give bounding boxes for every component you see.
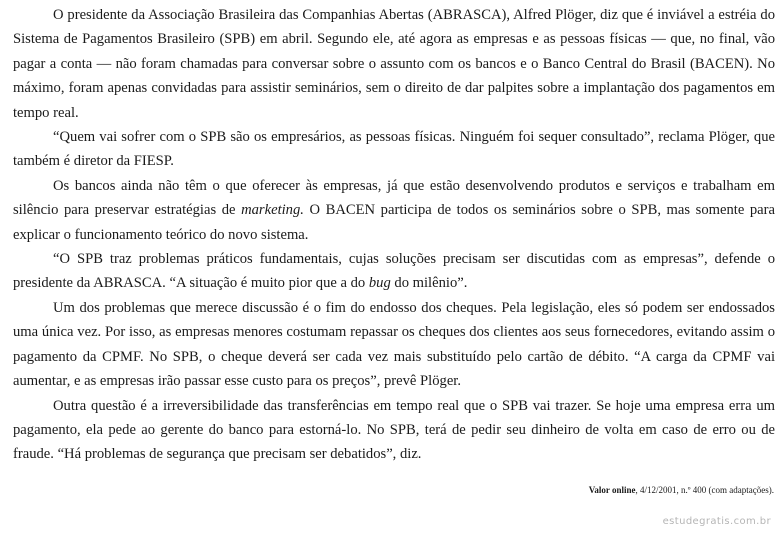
paragraph-4-text-b: do milênio”. xyxy=(390,275,468,292)
paragraph-3-text-b: O BACEN participa de todos os seminários sobre o SPB, mas somente para explicar o funcionamento teórico do novo sistema. xyxy=(13,202,775,243)
paragraph-1: O presidente da Associação Brasileira das Companhias Abertas (ABRASCA), Alfred Plöger, diz que é inviável a estréia do Sistema de Pagamentos Brasileiro (SPB) em abril. Segundo ele, até agora as empresas e as pessoas físicas — que, no final, vão pagar a conta — não foram chamadas para conversar sobre o assunto com os bancos e o Banco Central do Brasil (BACEN). No máximo, foram apenas convidadas para assistir seminários, sem o direito de dar palpites sobre a implantação dos pagamentos em tempo real. xyxy=(13,7,775,121)
article-body xyxy=(13,3,775,467)
paragraph-3-italic-term: marketing. xyxy=(241,202,304,219)
source-details: , 4/12/2001, n.º 400 (com adaptações). xyxy=(635,485,774,495)
paragraph-6: Outra questão é a irreversibilidade das transferências em tempo real que o SPB vai trazer. Se hoje uma empresa erra um pagamento, ela pede ao gerente do banco para estorná-lo. No SPB, terá de pedir seu dinheiro de volta em caso de erro ou de fraude. “Há problemas de segurança que precisam ser debatidos”, diz. xyxy=(13,397,775,463)
paragraph-3 xyxy=(13,174,775,247)
source-publication: Valor online xyxy=(588,485,636,495)
paragraph-3-text-a: Os bancos ainda não têm o que oferecer às empresas, já que estão desenvolvendo produtos e serviços e trabalham em silêncio para preservar estratégias de xyxy=(13,177,775,219)
paragraph-4-italic-term: bug xyxy=(368,275,391,292)
source-citation xyxy=(589,485,774,495)
paragraph-4 xyxy=(13,247,775,296)
paragraph-5: Um dos problemas que merece discussão é o fim do endosso dos cheques. Pela legislação, eles só podem ser endossados uma única vez. Por isso, as empresas menores costumam repassar os cheques dos clientes aos seus fornecedores, evitando assim o pagamento da CPMF. No SPB, o cheque deverá ser cada vez mais substituído pelo cartão de débito. “A carga da CPMF vai aumentar, e as empresas irão passar esse custo para os preços”, prevê Plöger. xyxy=(13,299,775,390)
paragraph-4-text-a: “O SPB traz problemas práticos fundamentais, cujas soluções precisam ser discutidas com as empresas”, defende o presidente da ABRASCA. “A situação é muito pior que a do xyxy=(13,251,775,292)
paragraph-2: “Quem vai sofrer com o SPB são os empresários, as pessoas físicas. Ninguém foi sequer consultado”, reclama Plöger, que também é diretor da FIESP. xyxy=(13,129,775,170)
watermark-text: estudegratis.com.br xyxy=(662,516,771,527)
